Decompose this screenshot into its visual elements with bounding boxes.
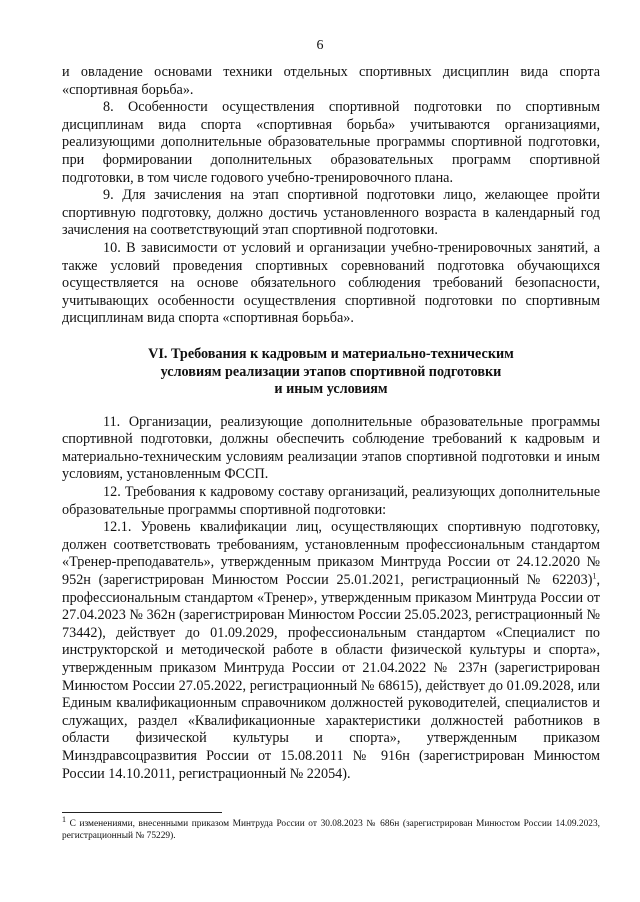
paragraph-10: 10. В зависимости от условий и организации учебно-тренировочных занятий, а также условий проведения спортивных соревнований подготовка обучающихся осуществляется на основе обязательного соблюдения требований безопасности, учитывающих особенности осуществления спортивной подготовки по спортивным дисциплинам вида спорта «спортивная борьба». <box>62 239 600 327</box>
footnote-separator <box>62 812 222 813</box>
footnote-mark: 1 <box>62 814 66 824</box>
paragraph-12-1 <box>62 519 600 783</box>
section-heading <box>62 346 600 399</box>
footnote <box>62 814 600 842</box>
paragraph-12-1-text-end: , профессиональным стандартом «Тренер», утвержденным приказом Минтруда России от 27.04.2023 № 362н (зарегистрирован Минюстом России 25.05.2023, регистрационный № 73442), действует до 01.09.2029, профессиональным стандартом «Специалист по инструкторской и методической работе в области физической культуры и спорта», утвержденным приказом Минтруда России от 21.04.2022 № 237н (зарегистрирован Минюстом России 27.05.2022, регистрационный № 68615), действует до 01.09.2028, или Единым квалификационным справочником должностей руководителей, специалистов и служащих, раздел «Квалификационные характеристики должностей работников в области физической культуры и спорта», утвержденным приказом Минздравсоцразвития России от 15.08.2011 № 916н (зарегистрирован Минюстом России 14.10.2011, регистрационный № 22054). <box>62 572 600 782</box>
paragraph-9: 9. Для зачисления на этап спортивной подготовки лицо, желающее пройти спортивную подготовку, должно достичь установленного возраста в календарный год зачисления на соответствующий этап спортивной подготовки. <box>62 187 600 239</box>
section-heading-line: и иным условиям <box>274 381 388 398</box>
paragraph-continuation: и овладение основами техники отдельных спортивных дисциплин вида спорта «спортивная борьба». <box>62 64 600 98</box>
paragraph-12: 12. Требования к кадровому составу организаций, реализующих дополнительные образовательные программы спортивной подготовки: <box>62 484 600 518</box>
paragraph-12-1-text-start: 12.1. Уровень квалификации лиц, осуществляющих спортивную подготовку, должен соответствовать требованиям, установленным профессиональным стандартом «Тренер-преподаватель», утвержденным приказом Минтруда России от 24.12.2020 № 952н (зарегистрирован Минюстом России 25.01.2021, регистрационный № 62203) <box>62 519 600 589</box>
footnote-text: С изменениями, внесенными приказом Минтруда России от 30.08.2023 № 686н (зарегистрирован Минюстом России 14.09.2023, регистрационный № 75229). <box>62 819 600 841</box>
paragraph-8: 8. Особенности осуществления спортивной подготовки по спортивным дисциплинам вида спорта «спортивная борьба» учитываются организациями, реализующими дополнительные образовательные программы спортивной подготовки, при формировании дополнительных образовательных программ спортивной подготовки, в том числе годового учебно-тренировочного плана. <box>62 99 600 186</box>
document-body <box>62 64 600 783</box>
page-number: 6 <box>316 38 324 53</box>
paragraph-11: 11. Организации, реализующие дополнительные образовательные программы спортивной подготовки, должны обеспечить соблюдение требований к кадровым и материально-техническим условиям реализации этапов спортивной подготовки и иным условиям, установленным ФССП. <box>62 413 600 483</box>
footnote-reference: 1 <box>592 571 597 581</box>
section-heading-line: условиям реализации этапов спортивной подготовки <box>160 363 502 380</box>
section-heading-line: VI. Требования к кадровым и материально-техническим <box>148 345 514 362</box>
